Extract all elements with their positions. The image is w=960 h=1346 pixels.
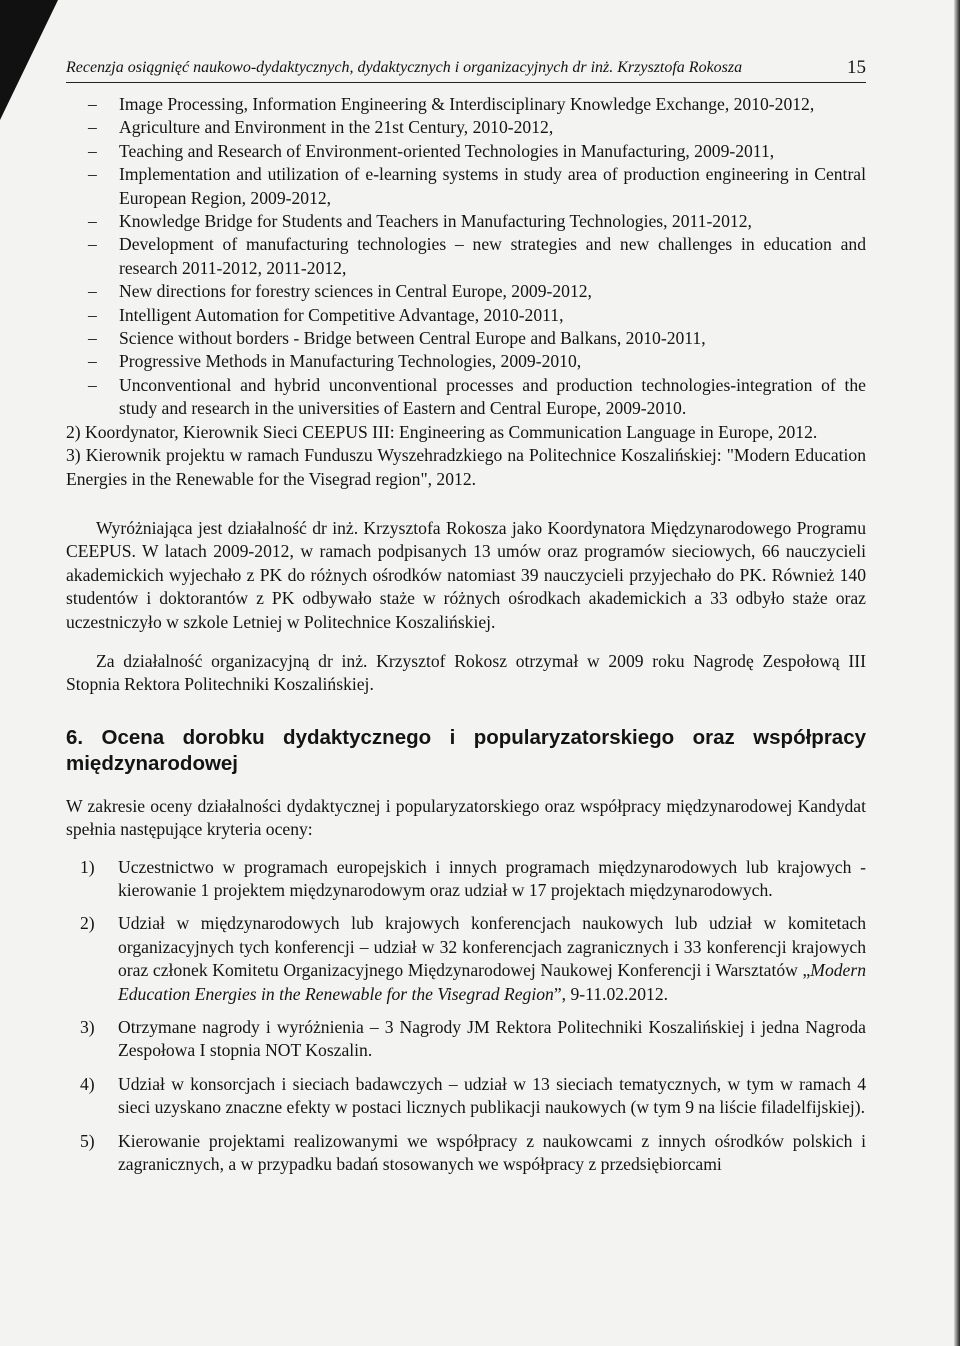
coordinator-item: 2) Koordynator, Kierownik Sieci CEEPUS III: Engineering as Communication Language in Europe, 2012. [66,421,818,442]
project-list [66,93,866,421]
list-item: – Agriculture and Environment in the 21st Century, 2010-2012, [88,117,554,138]
criteria-list [66,856,866,1177]
project-leader-item: 3) Kierownik projektu w ramach Funduszu Wyszehradzkiego na Politechnice Koszalińskiej: "Modern Education Energies in the Renewable for the Visegrad region", 2012. [66,445,866,489]
document-page [66,54,866,1186]
list-item: – Unconventional and hybrid unconventional processes and production technologies-integration of the study and research in the universities of Eastern and Central Europe, 2009-2010. [88,374,866,419]
list-item: – Development of manufacturing technologies – new strategies and new challenges in education and research 2011-2012, 2011-2012, [88,234,866,278]
award-paragraph: Za działalność organizacyjną dr inż. Krzysztof Rokosz otrzymał w 2009 roku Nagrodę Zespołową III Stopnia Rektora Politechniki Koszalińskiej. [66,650,866,695]
list-item: – Implementation and utilization of e-learning systems in study area of production engineering in Central European Region, 2009-2012, [88,164,866,208]
list-item: 4) Udział w konsorcjach i sieciach badawczych – udział w 13 sieciach tematycznych, w tym w ramach 4 sieci uzyskano znaczne efekty w postaci licznych publikacji naukowych (w tym 9 na liście filadelfijskiej). [80,1073,866,1118]
list-item: – Progressive Methods in Manufacturing Technologies, 2009-2010, [88,351,582,372]
criteria-intro: W zakresie oceny działalności dydaktycznej i popularyzatorskiego oraz współpracy międzynarodowej Kandydat spełnia następujące kryteria oceny: [66,795,866,840]
section-heading: 6. Ocena dorobku dydaktycznego i popularyzatorskiego oraz współpracy międzynarodowej [66,725,866,775]
list-item: 2) Udział w międzynarodowych lub krajowych konferencjach naukowych lub udział w komitetach organizacyjnych tych konferencji – udział w 32 konferencjach zagranicznych i 33 konferencji krajowych oraz członek Komitetu Organizacyjnego Międzynarodowej Naukowej Konferencji i Warsztatów „Modern Education Energies in the Renewable for the Visegrad Region”, 9-11.02.2012. [80,913,866,1004]
list-item: – Science without borders - Bridge between Central Europe and Balkans, 2010-2011, [88,328,706,349]
list-item: 1) Uczestnictwo w programach europejskich i innych programach międzynarodowych lub krajowych - kierowanie 1 projektem międzynarodowym oraz udział w 17 projektach międzynarodowych. [80,856,866,900]
list-item: 5) Kierowanie projektami realizowanymi we współpracy z naukowcami z innych ośrodków polskich i zagranicznych, a w przypadku badań stosowanych we współpracy z przedsiębiorcami [80,1130,866,1175]
document-body [66,93,866,1176]
running-header [66,54,866,83]
workshop-title: Modern Education Energies in the Renewable for the Visegrad Region [118,960,866,1004]
list-item: – New directions for forestry sciences in Central Europe, 2009-2012, [88,281,592,302]
ceepus-paragraph: Wyróżniająca jest działalność dr inż. Krzysztofa Rokosza jako Koordynatora Międzynarodowego Programu CEEPUS. W latach 2009-2012, w ramach podpisanych 13 umów oraz programów sieciowych, 66 nauczycieli akademickich wyjechało z PK do różnych ośrodków natomiast 39 nauczycieli przyjechało do PK. Również 140 studentów i doktorantów z PK odbywało staże w różnych ośrodkach akademickich a 33 odbyło staże oraz uczestniczyło w szkole Letniej w Politechnice Koszalińskiej. [66,517,866,632]
scan-edge-right [954,0,960,1346]
scan-edge-shadow [0,0,58,120]
list-item: – Intelligent Automation for Competitive Advantage, 2010-2011, [88,304,564,325]
list-item: – Knowledge Bridge for Students and Teachers in Manufacturing Technologies, 2011-2012, [88,211,752,232]
page-number: 15 [847,57,866,78]
list-item: – Teaching and Research of Environment-oriented Technologies in Manufacturing, 2009-2011, [88,140,775,161]
list-item: 3) Otrzymane nagrody i wyróżnienia – 3 Nagrody JM Rektora Politechniki Koszalińskiej i jedna Nagroda Zespołowa I stopnia NOT Koszalin. [80,1017,866,1061]
list-item: – Image Processing, Information Engineering & Interdisciplinary Knowledge Exchange, 2010-2012, [88,94,815,114]
header-title: Recenzja osiągnięć naukowo-dydaktycznych, dydaktycznych i organizacyjnych dr inż. Krzysztofa Rokosza [66,59,743,76]
